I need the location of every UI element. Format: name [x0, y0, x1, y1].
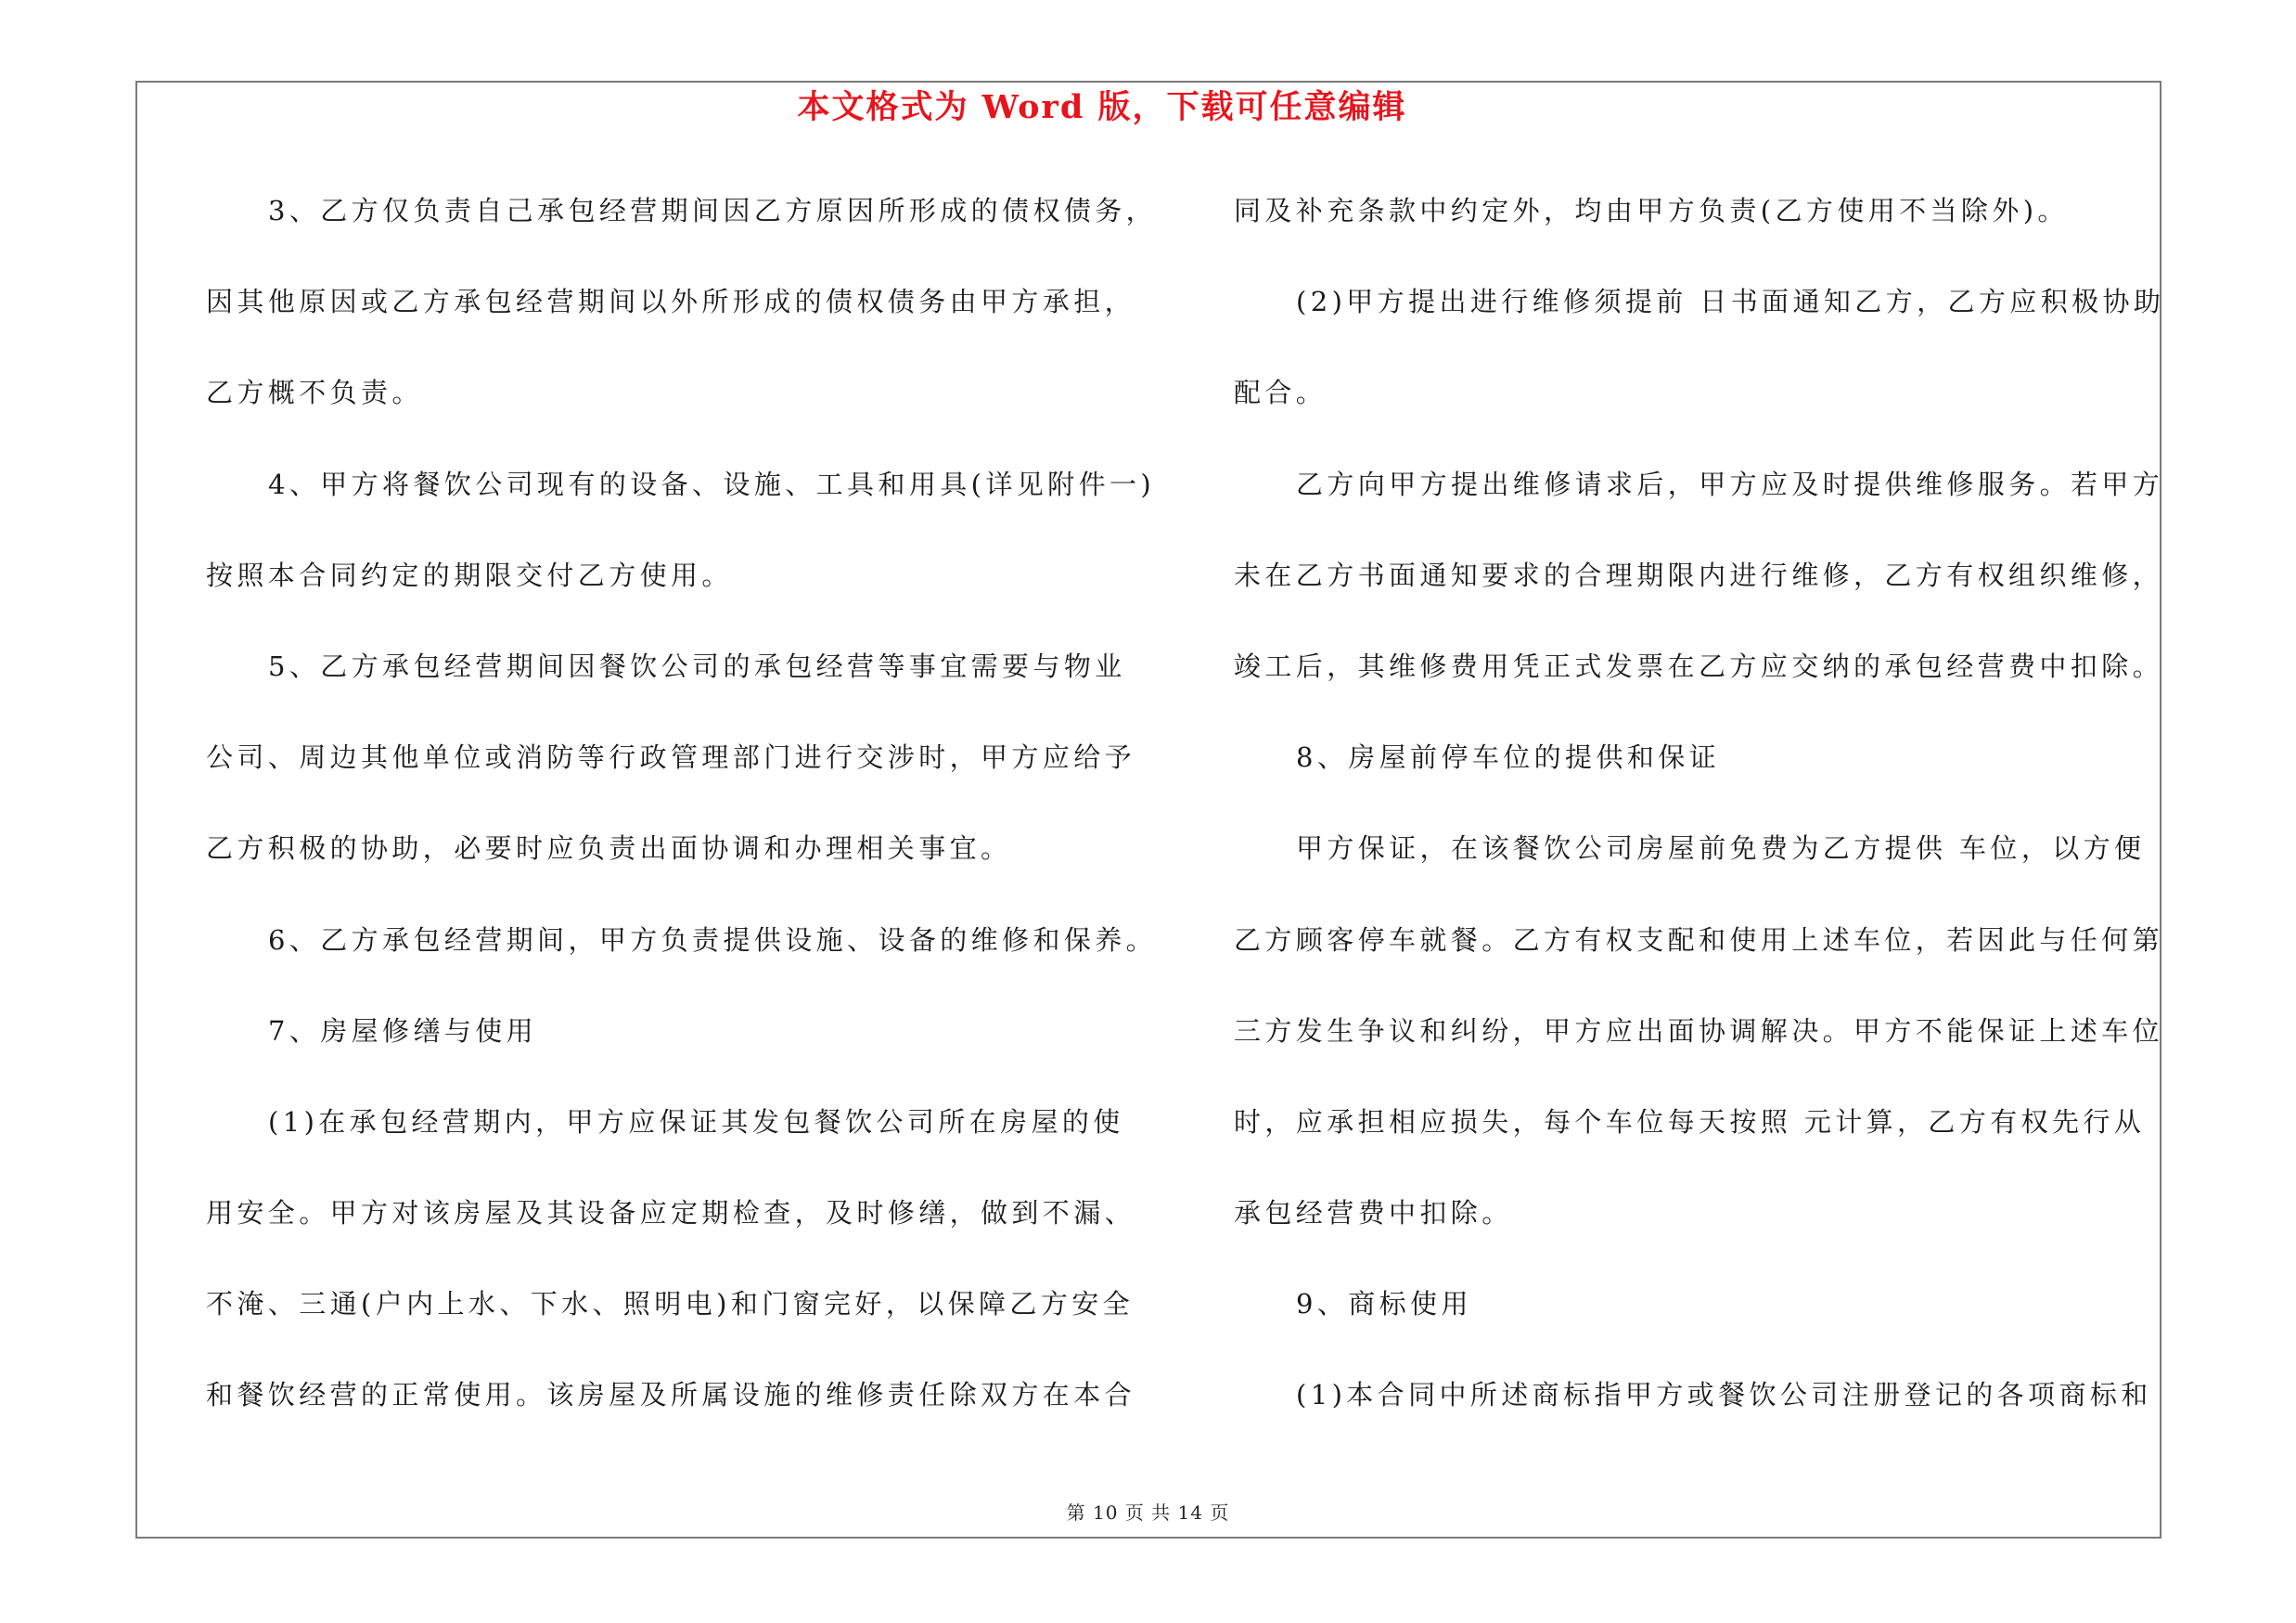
paragraph: [1234, 439, 2226, 713]
text-line: 承包经营费中扣除。: [1234, 1197, 1513, 1230]
text-line: 5、乙方承包经营期间因餐饮公司的承包经营等事宜需要与物业: [268, 650, 1126, 682]
left-column: [206, 165, 1199, 1441]
paragraph: [206, 165, 1199, 439]
text-line: 乙方积极的协助，必要时应负责出面协调和办理相关事宜。: [206, 832, 1012, 865]
section-heading: [1234, 1258, 2226, 1349]
right-column: [1234, 165, 2226, 1441]
text-line: 未在乙方书面通知要求的合理期限内进行维修，乙方有权组织维修，: [1234, 559, 2164, 591]
text-line: (1)本合同中所述商标指甲方或餐饮公司注册登记的各项商标和: [1296, 1379, 2152, 1411]
text-line: (1)在承包经营期内，甲方应保证其发包餐饮公司所在房屋的使: [268, 1105, 1124, 1138]
paragraph: [1234, 256, 2226, 438]
text-line: 9、商标使用: [1296, 1288, 1472, 1320]
paragraph: [1234, 803, 2226, 1258]
paragraph: [206, 1076, 1199, 1441]
text-line: 乙方顾客停车就餐。乙方有权支配和使用上述车位，若因此与任何第: [1234, 923, 2164, 956]
page-number-footer: 第 10 页 共 14 页: [1066, 1501, 1230, 1524]
text-line: 和餐饮经营的正常使用。该房屋及所属设施的维修责任除双方在本合: [206, 1379, 1136, 1411]
text-line: 公司、周边其他单位或消防等行政管理部门进行交涉时，甲方应给予: [206, 741, 1136, 774]
text-line: 配合。: [1234, 377, 1328, 409]
text-line: 时，应承担相应损失，每个车位每天按照 元计算，乙方有权先行从: [1234, 1105, 2146, 1138]
text-line: 因其他原因或乙方承包经营期间以外所形成的债权债务由甲方承担，: [206, 286, 1136, 318]
text-line: 8、房屋前停车位的提供和保证: [1296, 741, 1721, 774]
text-line: (2)甲方提出进行维修须提前 日书面通知乙方，乙方应积极协助: [1296, 286, 2165, 318]
text-line: 4、甲方将餐饮公司现有的设备、设施、工具和用具(详见附件一): [268, 468, 1156, 500]
paragraph: [206, 621, 1199, 895]
section-heading: [1234, 712, 2226, 803]
text-line: 3、乙方仅负责自己承包经营期间因乙方原因所形成的债权债务，: [268, 195, 1158, 226]
paragraph-continued: [1234, 165, 2226, 256]
text-line: 三方发生争议和纠纷，甲方应出面协调解决。甲方不能保证上述车位: [1234, 1014, 2164, 1047]
text-line: 7、房屋修缮与使用: [268, 1014, 538, 1047]
text-line: 甲方保证，在该餐饮公司房屋前免费为乙方提供 车位，以方便: [1296, 832, 2146, 865]
text-line: 不淹、三通(户内上水、下水、照明电)和门窗完好，以保障乙方安全: [206, 1288, 1135, 1320]
text-line: 竣工后，其维修费用凭正式发票在乙方应交纳的承包经营费中扣除。: [1234, 650, 2164, 682]
section-heading: [206, 985, 1199, 1076]
text-line: 同及补充条款中约定外，均由甲方负责(乙方使用不当除外)。: [1234, 195, 2069, 226]
paragraph: [206, 439, 1199, 621]
text-line: 乙方向甲方提出维修请求后，甲方应及时提供维修服务。若甲方: [1296, 468, 2164, 500]
format-notice: 本文格式为 Word 版，下载可任意编辑: [797, 88, 1407, 126]
paragraph: [1234, 1349, 2226, 1440]
text-line: 6、乙方承包经营期间，甲方负责提供设施、设备的维修和保养。: [268, 923, 1158, 956]
text-line: 按照本合同约定的期限交付乙方使用。: [206, 559, 733, 591]
text-line: 乙方概不负责。: [206, 377, 423, 409]
paragraph: [206, 895, 1199, 985]
text-line: 用安全。甲方对该房屋及其设备应定期检查，及时修缮，做到不漏、: [206, 1197, 1136, 1230]
